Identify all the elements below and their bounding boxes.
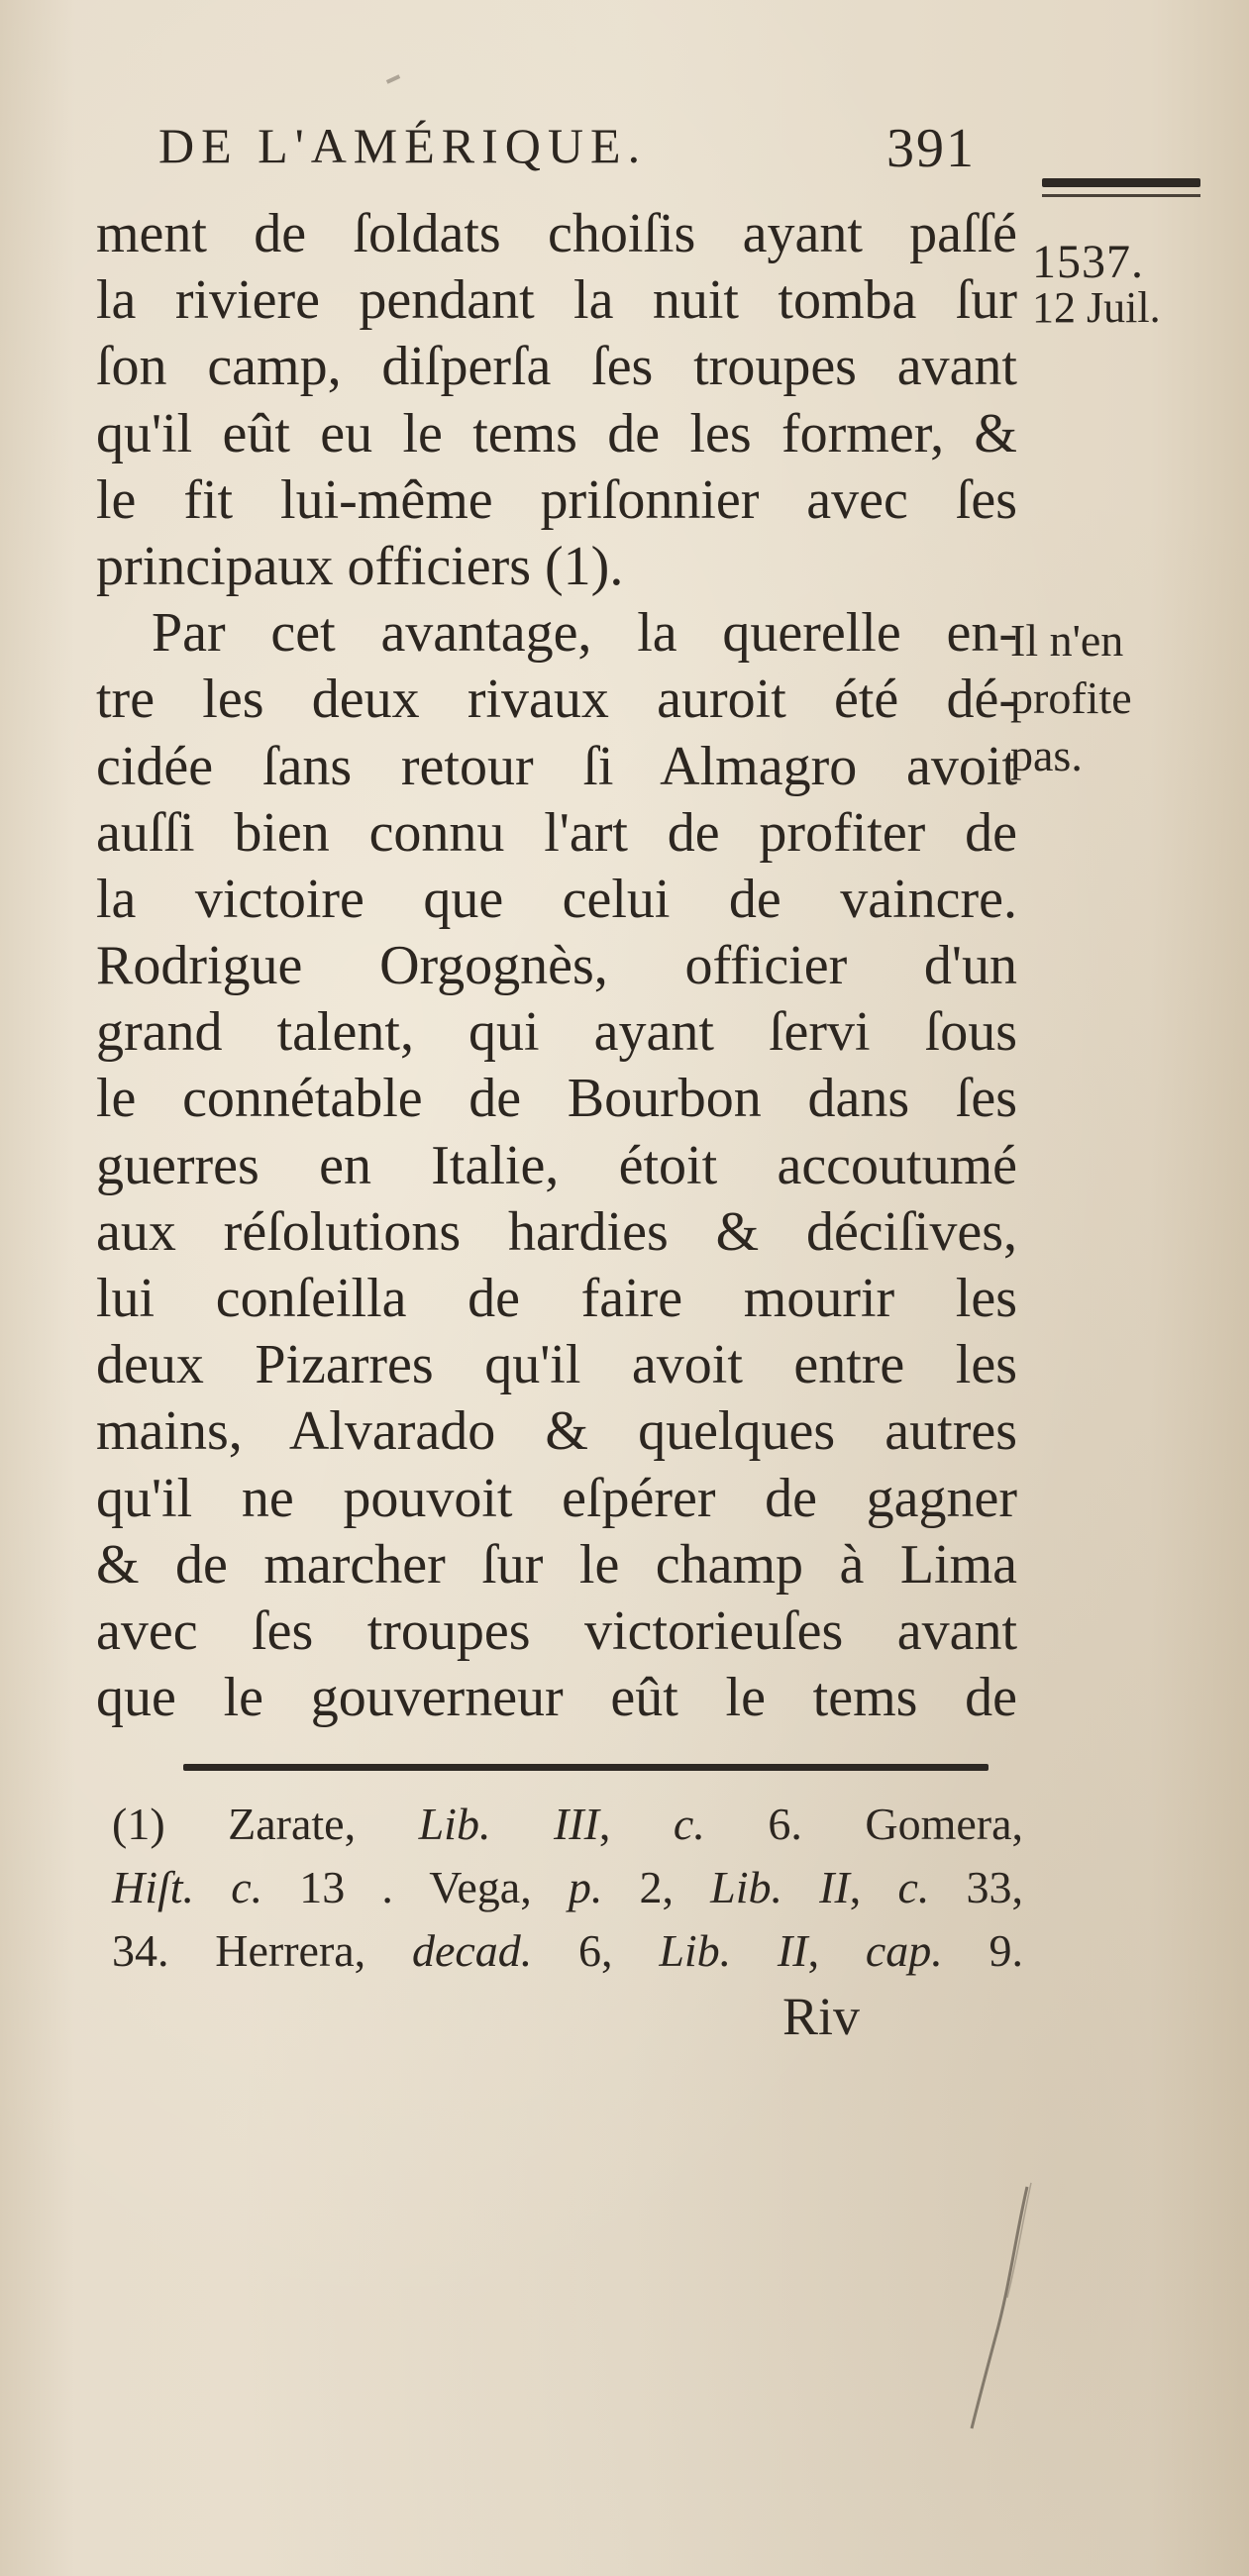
margin-date: 12 Juil. xyxy=(1032,283,1161,332)
footnote-text: 13 . Vega, xyxy=(262,1862,569,1912)
footnote xyxy=(112,1793,1023,1983)
text-line: le connétable de Bourbon dans ſes xyxy=(96,1068,1017,1130)
sidenote-line: Il n'en xyxy=(1010,615,1124,666)
paper-crease xyxy=(966,2179,1045,2436)
footnote-text: 6, xyxy=(532,1925,660,1976)
footnote-rule xyxy=(183,1764,989,1771)
catchword: Riv xyxy=(782,1987,861,2046)
text-line: le fit lui-même priſonnier avec ſes xyxy=(96,468,1017,531)
footnote-italic: Lib. II xyxy=(710,1862,850,1912)
text-line: & de marcher ſur le champ à Lima xyxy=(96,1533,1017,1596)
text-line: aux réſolutions hardies & déciſives, xyxy=(96,1200,1017,1263)
text-line: la riviere pendant la nuit tomba ſur xyxy=(96,269,1017,332)
margin-sidenote xyxy=(1010,612,1132,784)
margin-year: 1537. xyxy=(1032,236,1144,288)
footnote-text: 33, xyxy=(929,1862,1024,1912)
text-line: ſon camp, diſperſa ſes troupes avant xyxy=(96,336,1017,398)
text-line: lui conſeilla de faire mourir les xyxy=(96,1268,1017,1329)
footnote-line xyxy=(112,1919,1023,1983)
footnote-text: 9. xyxy=(942,1925,1024,1976)
sidenote-line: pas. xyxy=(1010,730,1083,780)
margin-rule-thin xyxy=(1042,194,1200,197)
footnote-line xyxy=(112,1856,1023,1919)
footnote-italic: Lib. II xyxy=(659,1925,808,1976)
footnote-italic: c. xyxy=(673,1799,705,1849)
text-line: deux Pizarres qu'il avoit entre les xyxy=(96,1334,1017,1396)
running-title: DE L'AMÉRIQUE. xyxy=(158,118,648,173)
footnote-italic: p. xyxy=(568,1862,603,1912)
running-head xyxy=(158,117,1010,179)
text-line: avec ſes troupes victorieuſes avant xyxy=(96,1599,1017,1662)
text-line: ment de ſoldats choiſis ayant paſſé xyxy=(96,203,1017,264)
footnote-text: 6. Gomera, xyxy=(704,1799,1023,1849)
text-line: grand talent, qui ayant ſervi ſous xyxy=(96,1001,1017,1064)
footnote-text: 34. Herrera, xyxy=(112,1925,412,1976)
footnote-text: (1) Zarate, xyxy=(112,1799,419,1849)
text-line: guerres en Italie, étoit accoutumé xyxy=(96,1134,1017,1196)
footnote-italic: decad. xyxy=(411,1925,533,1976)
text-line: auſſi bien connu l'art de profiter de xyxy=(96,801,1017,864)
text-line: la victoire que celui de vaincre. xyxy=(96,868,1017,930)
sidenote-line: profite xyxy=(1010,672,1132,723)
text-line: principaux officiers (1). xyxy=(96,535,624,597)
body-text xyxy=(96,201,1017,1731)
text-line: que le gouverneur eût le tems de xyxy=(96,1667,1017,1729)
footnote-italic: cap. xyxy=(865,1925,943,1976)
page-number: 391 xyxy=(886,118,976,179)
footnote-text: , xyxy=(807,1925,866,1976)
text-line: mains, Alvarado & quelques autres xyxy=(96,1400,1017,1463)
text-line: tre les deux rivaux auroit été dé- xyxy=(96,669,1017,731)
text-line: cidée ſans retour ſi Almagro avoit xyxy=(96,735,1017,797)
footnote-text: , xyxy=(849,1862,898,1912)
text-line: Rodrigue Orgognès, officier d'un xyxy=(96,935,1017,997)
text-line: qu'il eût eu le tems de les former, & xyxy=(96,402,1017,464)
footnote-line xyxy=(112,1793,1023,1856)
footnote-text: , xyxy=(598,1799,674,1849)
footnote-italic: Hiſt. c. xyxy=(112,1862,263,1912)
text-line: Par cet avantage, la querelle en- xyxy=(152,602,1017,665)
footnote-italic: Lib. III xyxy=(418,1799,599,1849)
text-line: qu'il ne pouvoit eſpérer de gagner xyxy=(96,1467,1017,1529)
margin-rule xyxy=(1042,178,1200,187)
footnote-italic: c. xyxy=(897,1862,930,1912)
ink-mark xyxy=(386,74,400,84)
footnote-text: 2, xyxy=(602,1862,711,1912)
